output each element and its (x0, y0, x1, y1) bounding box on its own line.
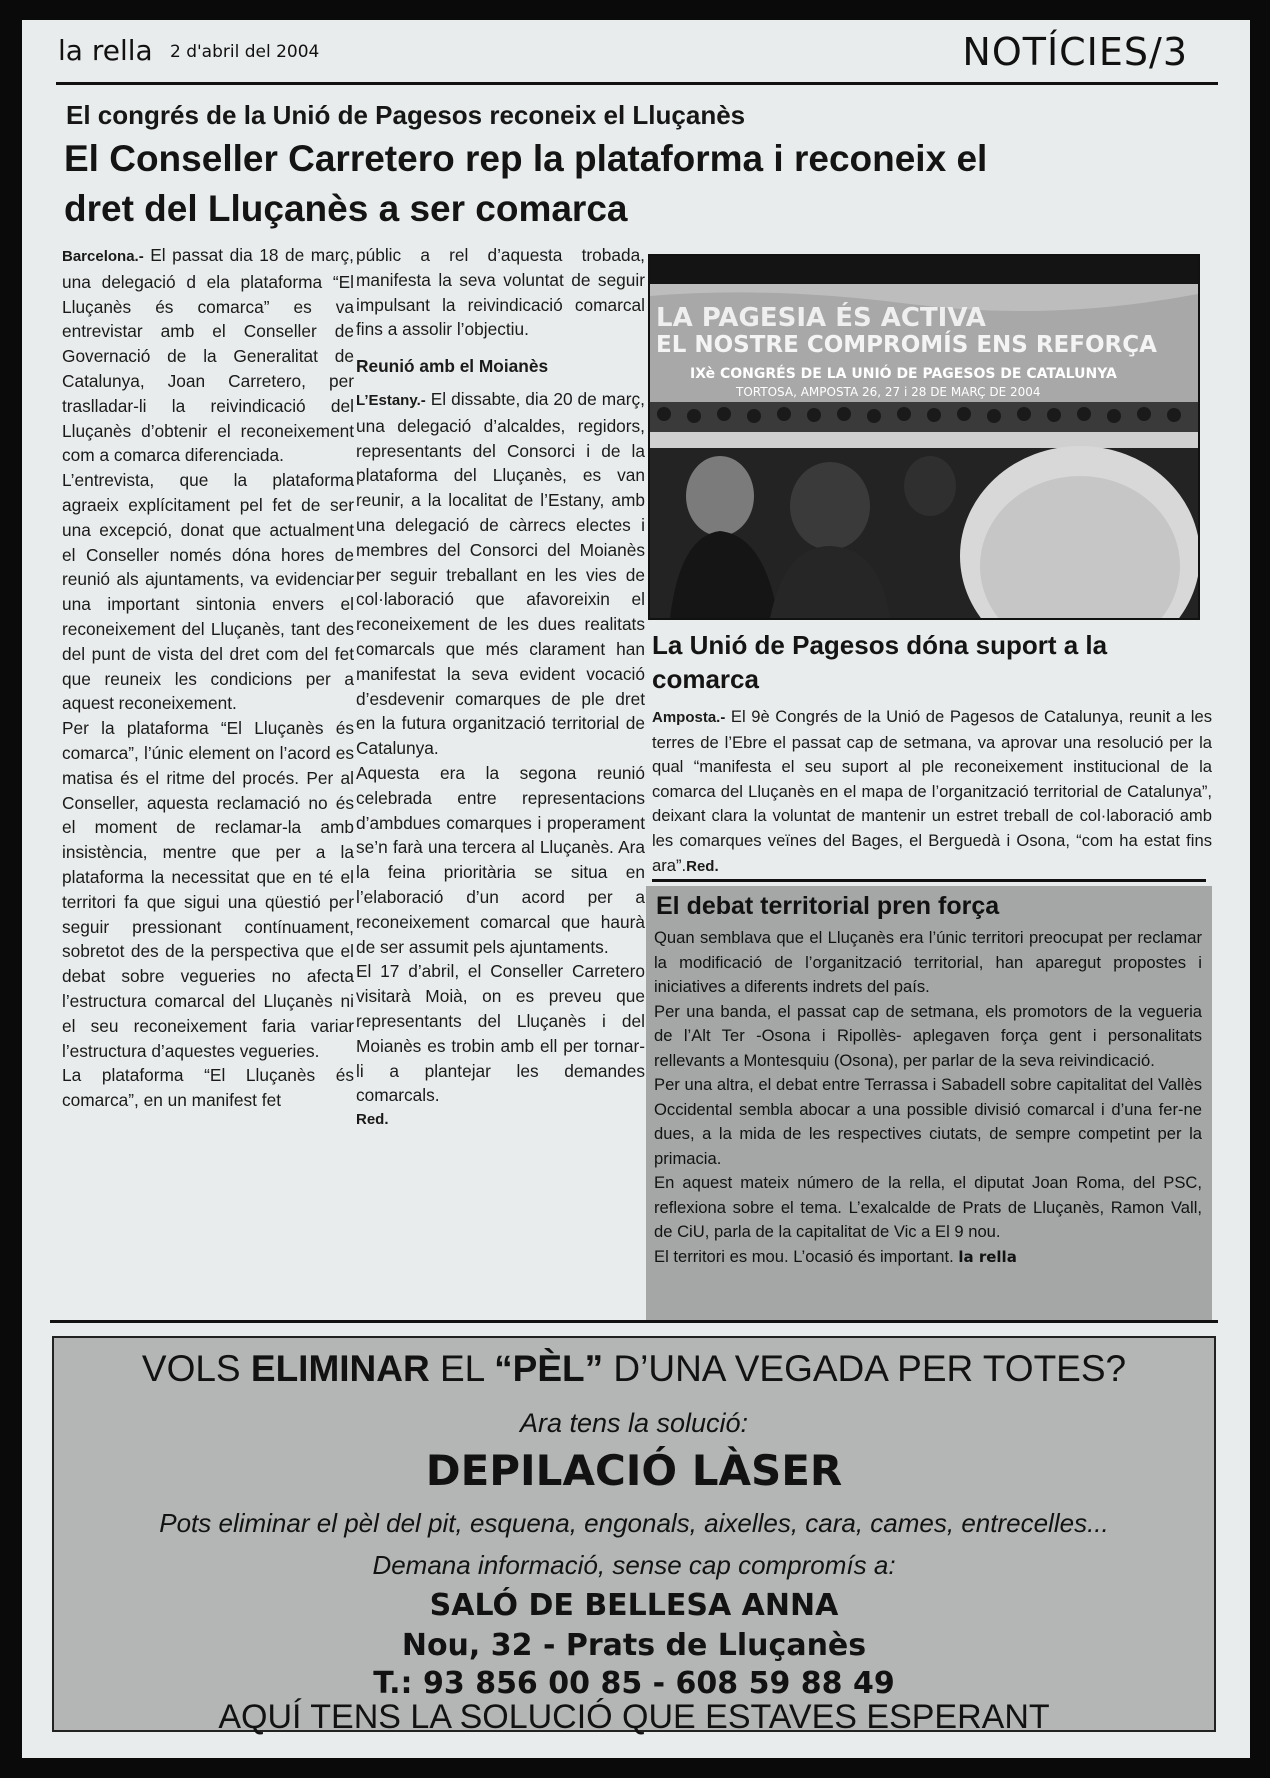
ad-headline-part: D’UNA VEGADA PER TOTES? (603, 1348, 1127, 1389)
paragraph-text: El 17 d’abril, el Conseller Carretero visitarà Moià, on es preveu que representants del Lluçanès i del Moianès es trobin amb ell per tornar-li a plantejar les demandes comarcals. (356, 961, 645, 1106)
paragraph: Per una altra, el debat entre Terrassa i Sabadell sobre capitalitat del Vallès Occidental sembla abocar a una possible divisió comarcal i d’una fer-ne dues, a la mida de les respectives ciutats, de sempre competint per la primacia. (654, 1075, 1202, 1168)
paragraph: L’entrevista, que la plataforma agraeix explícitament pel fet de ser una excepció, donat que actualment el Conseller només dóna hores de reunió als ajuntaments, va evidenciar una important sintonia envers el reconeixement del Lluçanès, tant des del punt de vista del dret com del fet que reuneix les condicions per a aquest reconeixement. (62, 470, 354, 714)
paragraph-text: El 9è Congrés de la Unió de Pagesos de Catalunya, reunit a les terres de l’Ebre el passat cap de setmana, va aprovar una resolució per la qual “manifesta el seu suport al ple reconeixement institucional de la comarca del Lluçanès en el mapa de l’organització territorial de Catalunya”, deixant clara la voluntat de mantenir un estret treball de col·laboració amb les comarques veïnes del Bages, el Berguedà i Osona, “com ha estat fins ara”. (652, 707, 1212, 875)
ad-tagline: Ara tens la solució: (519, 1408, 749, 1438)
side-article-text (652, 705, 1212, 879)
signature: Red. (686, 857, 719, 875)
masthead-date: 2 d'abril del 2004 (170, 42, 320, 62)
ad-description: Pots eliminar el pèl del pit, esquena, engonals, aixelles, cara, cames, entrecelles... (159, 1508, 1109, 1538)
laser-hair-removal-ad (52, 1336, 1216, 1736)
masthead-rule (56, 82, 1218, 85)
ad-address: Nou, 32 - Prats de Lluçanès (401, 1628, 867, 1663)
paragraph: Quan semblava que el Lluçanès era l’únic territori preocupat per reclamar la modificació de l’organització territorial, han aparegut propostes i iniciatives a diferents indrets del país. (654, 928, 1202, 996)
article-headline: El Conseller Carretero rep la plataforma i reconeix el dret del Lluçanès a ser comarca (64, 138, 988, 229)
section-rule (652, 879, 1206, 882)
box-text (654, 926, 1202, 1269)
paragraph: Per la plataforma “El Lluçanès és comarca”, l’únic element on l’acord es matisa és el ritme del procés. Per al Conseller, aquesta reclamació no és el moment de reclamar-la amb insistència, mentre que per a la plataforma la necessitat que en té el territori fa que sigui una qüestió per seguir pressionant contínuament, sobretot des de la perspectiva que el debat sobre vegueries no afecta l’estructura comarcal del Lluçanès ni el seu reconeixement faria variar l’estructura d’aquestes vegueries. (62, 718, 354, 1061)
paragraph: La plataforma “El Lluçanès és comarca”, en un manifest fet (62, 1065, 354, 1111)
paragraph (654, 1245, 1202, 1270)
ad-rule (50, 1320, 1218, 1323)
banner-text-2: EL NOSTRE COMPROMÍS ENS REFORÇA (656, 332, 1157, 358)
paragraph: Per una banda, el passat cap de setmana, els promotors de la vegueria de l’Alt Ter -Osona i Ripollès- aplegaven força gent i personalitats rellevants a Montesquiu (Osona), per parlar de la seva reivindicació. (654, 1001, 1202, 1070)
paragraph (62, 243, 354, 468)
ad-business-name: SALÓ DE BELLESA ANNA (429, 1588, 839, 1623)
congress-photo-drawing (650, 256, 1198, 618)
ad-info-line: Demana informació, sense cap compromís a: (372, 1550, 896, 1580)
signature: Red. (356, 1111, 389, 1129)
ad-closing: AQUÍ TENS LA SOLUCIÓ QUE ESTAVES ESPERANT (218, 1698, 1050, 1736)
paragraph: públic a rel d’aquesta trobada, manifesta la seva voluntat de seguir impulsant la reivindicació comarcal fins a assolir l’objectiu. (356, 245, 645, 340)
banner-text-1: LA PAGESIA ÉS ACTIVA (656, 303, 986, 333)
article-kicker: El congrés de la Unió de Pagesos reconeix el Lluçanès (66, 100, 746, 130)
ad-headline-part: VOLS (141, 1348, 251, 1389)
masthead-name: la rella (58, 34, 153, 67)
dateline: Amposta.- (652, 709, 726, 726)
ad-headline-bold: “PÈL” (494, 1348, 604, 1389)
signature: la rella (958, 1247, 1017, 1266)
paragraph-text: El passat dia 18 de març, una delegació d ela plataforma “El Lluçanès és comarca” es va entrevistar amb el Conseller de Governació de la Generalitat de Catalunya, Joan Carretero, per traslladar-li la reivindicació del Lluçanès d’obtenir el reconeixement com a comarca diferenciada. (62, 245, 354, 466)
paragraph (356, 959, 645, 1108)
section-title: NOTÍCIES/3 (962, 30, 1188, 74)
side-article-title: La Unió de Pagesos dóna suport a la comarca (652, 630, 1108, 694)
ad-headline (54, 1348, 1214, 1390)
banner-text-3: IXè CONGRÉS DE LA UNIÓ DE PAGESOS DE CATALUNYA (690, 366, 1117, 382)
paragraph-text: El territori es mou. L’ocasió és important. (654, 1246, 954, 1266)
territorial-debate-box (646, 886, 1212, 1320)
paragraph: Aquesta era la segona reunió celebrada entre representacions d’ambdues comarques i properament se’n farà una tercera al Lluçanès. Ara la feina prioritària se situa en l’elaboració d’un acord per a reconeixement comarcal que haurà de ser assumit pels ajuntaments. (356, 762, 645, 957)
ad-service-title: DEPILACIÓ LÀSER (425, 1446, 843, 1495)
paragraph: En aquest mateix número de la rella, el diputat Joan Roma, del PSC, reflexiona sobre el tema. L’exalcalde de Prats de Lluçanès, Ramon Vall, de CiU, parla de la capitalitat de Vic a El 9 nou. (654, 1173, 1202, 1241)
paragraph-text: El dissabte, dia 20 de març, una delegació d’alcaldes, regidors, representants del Consorci i de la plataforma del Lluçanès, es van reunir, a la localitat de l’Estany, amb una delegació de càrrecs electes i membres del Consorci del Moianès per seguir treballant en les vies de col·laboració que afavoreixin el reconeixement de les dues realitats comarcals que més clarament han manifestat la seva evident vocació d’esdevenir comarques de ple dret en la futura organització territorial de Catalunya. (356, 388, 645, 759)
dateline: L’Estany.- (356, 391, 426, 409)
ad-phone: T.: 93 856 00 85 - 608 59 88 49 (373, 1666, 895, 1701)
article-column-2 (356, 243, 645, 1133)
article-column-1 (62, 243, 354, 1113)
dateline: Barcelona.- (62, 248, 144, 265)
paragraph (356, 387, 645, 761)
newspaper-page (22, 20, 1250, 1758)
ad-headline-bold: ELIMINAR (250, 1348, 430, 1389)
ad-headline-part: EL (429, 1348, 495, 1389)
banner-text-4: TORTOSA, AMPOSTA 26, 27 i 28 DE MARÇ DE 2004 (736, 385, 1041, 399)
congress-photo (648, 254, 1200, 620)
box-title: El debat territorial pren força (656, 892, 1000, 920)
subheading: Reunió amb el Moianès (356, 356, 549, 377)
